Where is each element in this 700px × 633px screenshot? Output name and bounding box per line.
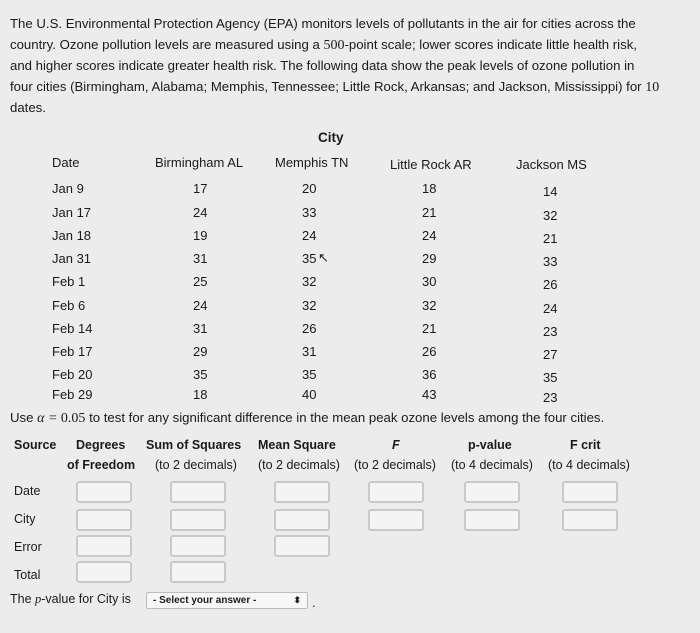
anova-row-error: Error	[14, 540, 42, 554]
city-fcrit-input[interactable]	[562, 509, 618, 531]
table-row	[0, 274, 700, 296]
date-ms-input[interactable]	[274, 481, 330, 503]
row-value-little-rock: 43	[422, 387, 437, 402]
city-ss-input[interactable]	[170, 509, 226, 531]
column-header-birmingham: Birmingham AL	[155, 155, 244, 170]
anova-header-ms: Mean Square	[258, 438, 336, 452]
sentence-period: .	[312, 595, 316, 610]
row-date: Feb 6	[52, 298, 86, 313]
row-value-jackson: 23	[543, 324, 558, 339]
anova-row-total: Total	[14, 568, 41, 582]
row-value-little-rock: 29	[422, 251, 437, 266]
date-ss-input[interactable]	[170, 481, 226, 503]
row-date: Jan 31	[52, 251, 92, 266]
row-value-jackson: 27	[543, 347, 558, 362]
row-value-little-rock: 21	[422, 205, 437, 220]
anova-header-ss-2: (to 2 decimals)	[155, 458, 237, 472]
anova-header-fcrit: F crit	[570, 438, 601, 452]
table-row	[0, 181, 700, 203]
row-value-memphis: 24	[302, 228, 317, 243]
row-date: Jan 9	[52, 181, 84, 196]
anova-header-ms-2: (to 2 decimals)	[258, 458, 340, 472]
row-value-little-rock: 36	[422, 367, 437, 382]
total-df-input[interactable]	[76, 561, 132, 583]
row-value-little-rock: 32	[422, 298, 437, 313]
anova-header-f-2: (to 2 decimals)	[354, 458, 436, 472]
anova-header-source: Source	[14, 438, 57, 452]
table-row	[0, 251, 700, 273]
date-pvalue-input[interactable]	[464, 481, 520, 503]
row-date: Feb 20	[52, 367, 93, 382]
anova-header-df-2: of Freedom	[67, 458, 136, 472]
scale-number: 500	[323, 37, 345, 53]
anova-header-df: Degrees	[76, 438, 126, 452]
table-row	[0, 321, 700, 343]
row-value-memphis: 35	[302, 367, 317, 382]
anova-header-ss: Sum of Squares	[146, 438, 242, 452]
table-row	[0, 228, 700, 250]
question-line: Use α = 0.05 to test for any significant difference in the mean peak ozone levels among the four cities.	[10, 410, 605, 426]
row-value-jackson: 33	[543, 254, 558, 269]
date-df-input[interactable]	[76, 481, 132, 503]
row-value-memphis: 20	[302, 181, 317, 196]
column-header-little-rock: Little Rock AR	[390, 157, 472, 172]
anova-row-date: Date	[14, 484, 41, 498]
row-value-birmingham: 24	[193, 205, 208, 220]
row-value-birmingham: 24	[193, 298, 208, 313]
row-value-little-rock: 18	[422, 181, 437, 196]
error-ss-input[interactable]	[170, 535, 226, 557]
column-header-jackson: Jackson MS	[516, 157, 587, 172]
row-date: Feb 29	[52, 387, 93, 402]
row-value-birmingham: 31	[193, 251, 208, 266]
anova-header-f: F	[392, 438, 400, 452]
row-value-memphis: 31	[302, 344, 317, 359]
row-value-birmingham: 17	[193, 181, 208, 196]
table-row	[0, 205, 700, 227]
row-value-memphis: 26	[302, 321, 317, 336]
row-date: Feb 14	[52, 321, 93, 336]
city-group-title: City	[318, 130, 344, 145]
row-value-memphis: 40	[302, 387, 317, 402]
table-row	[0, 387, 700, 409]
row-value-jackson: 26	[543, 277, 558, 292]
row-value-birmingham: 19	[193, 228, 208, 243]
row-date: Feb 1	[52, 274, 86, 289]
table-row	[0, 298, 700, 320]
row-value-memphis: 33	[302, 205, 317, 220]
row-value-little-rock: 30	[422, 274, 437, 289]
row-value-birmingham: 35	[193, 367, 208, 382]
anova-header-fcrit-2: (to 4 decimals)	[548, 458, 630, 472]
anova-header-pvalue: p-value	[468, 438, 512, 452]
row-value-jackson: 21	[543, 231, 558, 246]
date-column-header: Date	[52, 155, 80, 170]
table-row	[0, 344, 700, 366]
row-value-birmingham: 25	[193, 274, 208, 289]
table-row	[0, 367, 700, 389]
city-f-input[interactable]	[368, 509, 424, 531]
pvalue-conclusion-label: The p-value for City is	[10, 592, 131, 606]
row-value-jackson: 35	[543, 370, 558, 385]
column-header-memphis: Memphis TN	[275, 155, 349, 170]
pvalue-answer-select[interactable]: - Select your answer - ⬍	[146, 592, 308, 609]
city-df-input[interactable]	[76, 509, 132, 531]
city-ms-input[interactable]	[274, 509, 330, 531]
row-value-little-rock: 24	[422, 228, 437, 243]
anova-header-pvalue-2: (to 4 decimals)	[451, 458, 533, 472]
row-value-little-rock: 26	[422, 344, 437, 359]
error-ms-input[interactable]	[274, 535, 330, 557]
row-value-jackson: 24	[543, 301, 558, 316]
row-value-birmingham: 29	[193, 344, 208, 359]
row-value-jackson: 23	[543, 390, 558, 405]
problem-statement: The U.S. Environmental Protection Agency (EPA) monitors levels of pollutants in the air for cities across the country. Ozone pollution levels are measured using a 500-point scale; lower scores indicate little health risk, and higher scores indicate greater health risk. The following data show the peak levels of ozone pollution in four cities (Birmingham, Alabama; Memphis, Tennessee; Little Rock, Arkansas; and Jackson, Mississippi) for 10 dates.	[10, 16, 660, 115]
alpha-value: 0.05	[60, 411, 86, 426]
date-f-input[interactable]	[368, 481, 424, 503]
row-date: Jan 18	[52, 228, 92, 243]
mouse-cursor-icon: ↖	[318, 250, 329, 265]
city-pvalue-input[interactable]	[464, 509, 520, 531]
row-value-memphis: 32	[302, 274, 317, 289]
row-value-memphis: 35	[302, 251, 317, 266]
dates-count: 10	[645, 79, 660, 95]
anova-row-city: City	[14, 512, 36, 526]
row-date: Feb 17	[52, 344, 93, 359]
row-value-birmingham: 31	[193, 321, 208, 336]
row-value-jackson: 14	[543, 184, 558, 199]
select-caret-icon: ⬍	[293, 595, 301, 605]
row-value-jackson: 32	[543, 208, 558, 223]
row-value-little-rock: 21	[422, 321, 437, 336]
date-fcrit-input[interactable]	[562, 481, 618, 503]
error-df-input[interactable]	[76, 535, 132, 557]
row-date: Jan 17	[52, 205, 92, 220]
row-value-memphis: 32	[302, 298, 317, 313]
total-ss-input[interactable]	[170, 561, 226, 583]
row-value-birmingham: 18	[193, 387, 208, 402]
